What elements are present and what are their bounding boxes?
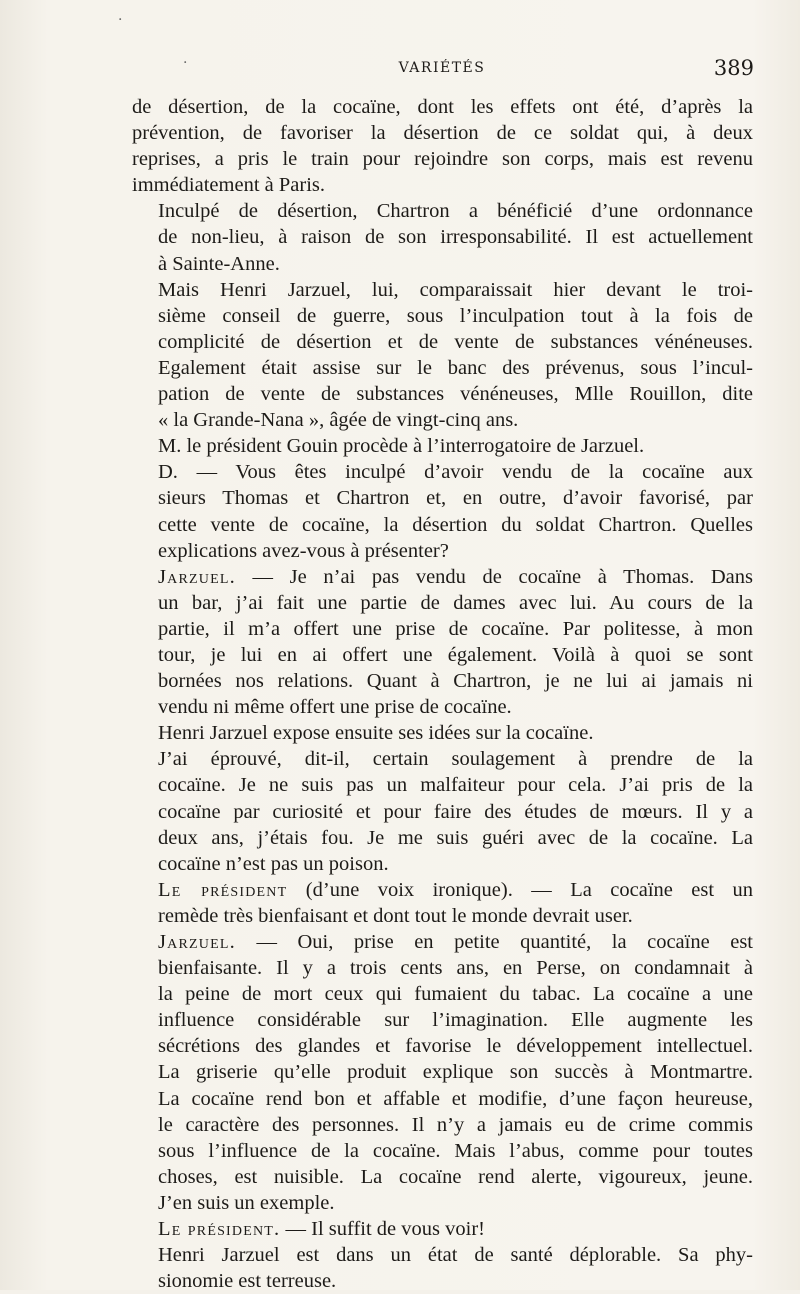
line-text: le caractère des personnes. Il n’y a jamais eu de crime commis bbox=[158, 1113, 753, 1136]
text-line bbox=[132, 1164, 753, 1190]
paragraph bbox=[132, 877, 753, 929]
line-text: remède très bienfaisant et dont tout le monde devrait user. bbox=[158, 904, 633, 927]
line-text: reprises, a pris le train pour rejoindre son corps, mais est revenu bbox=[132, 148, 753, 171]
text-line bbox=[132, 694, 753, 720]
text-line bbox=[132, 172, 753, 198]
line-text: un bar, j’ai fait une partie de dames avec lui. Au cours de la bbox=[158, 591, 753, 614]
paragraph bbox=[132, 94, 753, 198]
line-text: deux ans, j’étais fou. Je me suis guéri avec de la cocaïne. La bbox=[158, 826, 753, 849]
line-text: cocaïne n’est pas un poison. bbox=[158, 852, 389, 875]
line-text: Inculpé de désertion, Chartron a bénéficié d’une ordonnance bbox=[158, 200, 753, 223]
text-line bbox=[132, 355, 753, 381]
speaker-name: Le président. bbox=[158, 1218, 281, 1241]
text-line bbox=[132, 538, 753, 564]
text-line bbox=[132, 433, 753, 459]
line-text: de désertion, de la cocaïne, dont les effets ont été, d’après la bbox=[132, 96, 753, 118]
text-line bbox=[132, 564, 753, 590]
line-text: choses, est nuisible. La cocaïne rend alerte, vigoureux, jeune. bbox=[158, 1165, 753, 1188]
text-line bbox=[132, 825, 753, 851]
text-line bbox=[132, 955, 753, 981]
line-text: sionomie est terreuse. bbox=[158, 1270, 337, 1293]
line-text: Henri Jarzuel expose ensuite ses idées sur la cocaïne. bbox=[158, 722, 594, 745]
text-line bbox=[132, 799, 753, 825]
line-text: vendu ni même offert une prise de cocaïne. bbox=[158, 696, 512, 719]
line-text: cocaïne. Je ne suis pas un malfaiteur pour cela. J’ai pris de la bbox=[158, 774, 753, 797]
line-text: partie, il m’a offert une prise de cocaïne. Par politesse, à mon bbox=[158, 617, 753, 640]
line-text: Egalement était assise sur le banc des prévenus, sous l’incul- bbox=[158, 356, 753, 379]
line-text: M. le président Gouin procède à l’interrogatoire de Jarzuel. bbox=[158, 435, 645, 458]
line-text: cette vente de cocaïne, la désertion du soldat Chartron. Quelles bbox=[158, 513, 753, 536]
speaker-name: Jarzuel. bbox=[158, 931, 236, 953]
line-text: sieurs Thomas et Chartron et, en outre, d’avoir favorisé, par bbox=[158, 487, 753, 510]
text-line bbox=[132, 329, 753, 355]
line-text: La griserie qu’elle produit explique son succès à Montmartre. bbox=[158, 1061, 753, 1084]
text-line bbox=[132, 485, 753, 511]
line-text: D. — Vous êtes inculpé d’avoir vendu de la cocaïne aux bbox=[158, 461, 753, 484]
text-line bbox=[132, 303, 753, 329]
line-text: — Il suffit de vous voir! bbox=[280, 1218, 485, 1241]
paragraph bbox=[132, 459, 753, 563]
text-line bbox=[132, 877, 753, 903]
text-line bbox=[132, 1059, 753, 1085]
text-line bbox=[132, 746, 753, 772]
line-text: prévention, de favoriser la désertion de ce soldat qui, à deux bbox=[132, 122, 753, 145]
text-line bbox=[132, 929, 753, 955]
text-line bbox=[132, 772, 753, 798]
speaker-name: Jarzuel. bbox=[158, 565, 236, 588]
paragraph bbox=[132, 1242, 753, 1294]
line-text: Henri Jarzuel est dans un état de santé déplorable. Sa phy- bbox=[158, 1244, 753, 1267]
line-text: immédiatement à Paris. bbox=[132, 174, 325, 197]
scan-speck: · bbox=[183, 55, 188, 71]
text-line bbox=[132, 512, 753, 538]
paragraph bbox=[132, 564, 753, 721]
page-number: 389 bbox=[713, 56, 754, 80]
text-line bbox=[132, 590, 753, 616]
page-header bbox=[130, 56, 754, 86]
line-text: influence considérable sur l’imagination. Elle augmente les bbox=[158, 1009, 753, 1032]
body-text bbox=[132, 94, 753, 1294]
speaker-name: Le président bbox=[158, 878, 288, 901]
line-text: (d’une voix ironique). — La cocaïne est un bbox=[287, 878, 753, 901]
text-line bbox=[132, 720, 753, 746]
line-text: tour, je lui en ai offert une également. Voilà à quoi se sont bbox=[158, 643, 753, 666]
line-text: de non-lieu, à raison de son irresponsabilité. Il est actuellement bbox=[158, 226, 753, 249]
paragraph bbox=[132, 1216, 753, 1242]
text-line bbox=[132, 1242, 753, 1268]
line-text: à Sainte-Anne. bbox=[158, 252, 280, 275]
text-line bbox=[132, 1086, 753, 1112]
text-line bbox=[132, 616, 753, 642]
line-text: la peine de mort ceux qui fumaient du tabac. La cocaïne a une bbox=[158, 983, 753, 1006]
text-line bbox=[132, 668, 753, 694]
line-text: cocaïne par curiosité et pour faire des études de mœurs. Il y a bbox=[158, 800, 753, 823]
text-line bbox=[132, 459, 753, 485]
text-line bbox=[132, 407, 753, 433]
line-text: La cocaïne rend bon et affable et modifie, d’une façon heureuse, bbox=[158, 1087, 753, 1110]
text-line bbox=[132, 94, 753, 120]
text-line bbox=[132, 1033, 753, 1059]
line-text: bornées nos relations. Quant à Chartron, je ne lui ai jamais ni bbox=[158, 670, 753, 693]
text-line bbox=[132, 198, 753, 224]
paragraph bbox=[132, 198, 753, 276]
text-line bbox=[132, 1007, 753, 1033]
line-text: — Je n’ai pas vendu de cocaïne à Thomas. Dans bbox=[235, 565, 753, 588]
paragraph bbox=[132, 720, 753, 746]
line-text: sous l’influence de la cocaïne. Mais l’abus, comme pour toutes bbox=[158, 1139, 753, 1162]
text-line bbox=[132, 851, 753, 877]
line-text: complicité de désertion et de vente de substances vénéneuses. bbox=[158, 330, 753, 353]
text-line bbox=[132, 903, 753, 929]
text-line bbox=[132, 381, 753, 407]
line-text: explications avez-vous à présenter? bbox=[158, 539, 449, 562]
text-line bbox=[132, 1138, 753, 1164]
paragraph bbox=[132, 746, 753, 876]
text-line bbox=[132, 251, 753, 277]
text-line bbox=[132, 1190, 753, 1216]
text-line bbox=[132, 1268, 753, 1294]
line-text: bienfaisante. Il y a trois cents ans, en Perse, on condamnait à bbox=[158, 957, 753, 980]
line-text: sécrétions des glandes et favorise le développement intellectuel. bbox=[158, 1035, 753, 1058]
line-text: J’en suis un exemple. bbox=[158, 1191, 335, 1214]
line-text: « la Grande-Nana », âgée de vingt-cinq ans. bbox=[158, 409, 519, 432]
text-line bbox=[132, 277, 753, 303]
text-line bbox=[132, 1216, 753, 1242]
paragraph bbox=[132, 277, 753, 434]
running-title: VARIÉTÉS bbox=[398, 60, 486, 76]
line-text: sième conseil de guerre, sous l’inculpation tout à la fois de bbox=[158, 304, 753, 327]
line-text: — Oui, prise en petite quantité, la cocaïne est bbox=[235, 931, 753, 953]
text-line bbox=[132, 146, 753, 172]
text-line bbox=[132, 981, 753, 1007]
scan-speck: · bbox=[118, 12, 123, 28]
text-line bbox=[132, 120, 753, 146]
text-line bbox=[132, 224, 753, 250]
line-text: Mais Henri Jarzuel, lui, comparaissait hier devant le troi- bbox=[158, 278, 753, 301]
line-text: J’ai éprouvé, dit-il, certain soulagement à prendre de la bbox=[158, 748, 753, 771]
text-line bbox=[132, 1112, 753, 1138]
text-line bbox=[132, 642, 753, 668]
paragraph bbox=[132, 929, 753, 1216]
paragraph bbox=[132, 433, 753, 459]
line-text: pation de vente de substances vénéneuses, Mlle Rouillon, dite bbox=[158, 383, 753, 406]
